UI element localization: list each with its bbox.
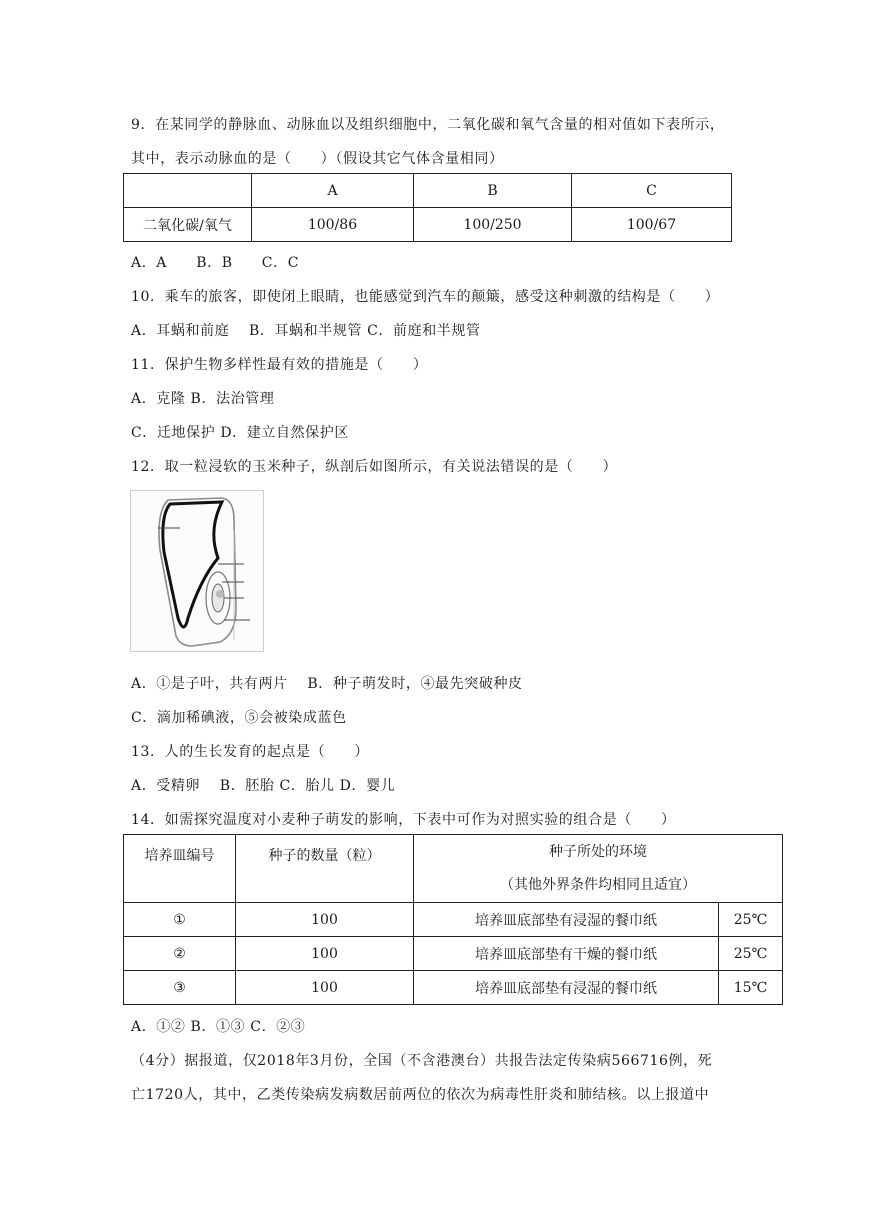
corn-seed-illustration [130,490,264,652]
q9-stem-line1: 9．在某同学的静脉血、动脉血以及组织细胞中，二氧化碳和氧气含量的相对值如下表所示， [131,117,725,133]
q12-stem: 12．取一粒浸软的玉米种子，纵剖后如图所示，有关说法错误的是（ ） [131,459,618,475]
q10-options: A．耳蜗和前庭 B．耳蜗和半规管 C．前庭和半规管 [131,323,481,339]
q14-options: A．①② B．①③ C．②③ [131,1019,306,1035]
q9-table [123,173,732,242]
table-cell: 100 [236,971,414,1005]
table-cell: 100/86 [252,208,414,242]
env-header-note: （其他外界条件均相同且适宜） [500,876,696,893]
table-row [124,937,783,971]
table-cell: 100/250 [414,208,572,242]
table-header-cell [414,835,783,903]
table-cell: 培养皿底部垫有干燥的餐巾纸 [414,937,719,971]
table-header-cell: B [414,174,572,208]
passage-line1: （4分）据报道，仅2018年3月份，全国（不含港澳台）共报告法定传染病566716例，死 [131,1053,713,1069]
table-cell: 培养皿底部垫有浸湿的餐巾纸 [414,903,719,937]
q14-table [123,834,783,1005]
q12-options-line1: A．①是子叶，共有两片 B．种子萌发时，④最先突破种皮 [131,676,523,692]
q9-stem-line2: 其中，表示动脉血的是（ ）（假设其它气体含量相同） [131,151,504,167]
table-header-cell: C [572,174,732,208]
table-cell: 100/67 [572,208,732,242]
table-cell: ① [124,903,236,937]
q12-options-line2: C．滴加稀碘液，⑤会被染成蓝色 [131,710,347,726]
table-cell: 100 [236,903,414,937]
table-row [124,903,783,937]
q14-stem: 14．如需探究温度对小麦种子萌发的影响，下表中可作为对照实验的组合是（ ） [131,812,676,828]
q11-stem: 11．保护生物多样性最有效的措施是（ ） [131,357,428,373]
table-row [124,835,783,903]
q10-stem: 10．乘车的旅客，即使闭上眼睛，也能感觉到汽车的颠簸，感受这种刺激的结构是（ ） [131,289,720,305]
table-row [124,174,732,208]
table-cell: 25℃ [719,903,783,937]
table-cell: 15℃ [719,971,783,1005]
table-row [124,208,732,242]
table-header-cell: 培养皿编号 [124,835,236,903]
q13-stem: 13．人的生长发育的起点是（ ） [131,744,370,760]
q9-options: A．A B．B C．C [131,255,300,271]
table-header-cell: A [252,174,414,208]
table-cell: 培养皿底部垫有浸湿的餐巾纸 [414,971,719,1005]
table-row [124,971,783,1005]
env-header-title: 种子所处的环境 [549,843,647,860]
table-cell: ② [124,937,236,971]
table-header-cell [124,174,252,208]
q11-options-line1: A．克隆 B．法治管理 [131,391,275,407]
table-cell: 100 [236,937,414,971]
passage-line2: 亡1720人，其中，乙类传染病发病数居前两位的依次为病毒性肝炎和肺结核。以上报道中 [131,1087,710,1103]
q13-options: A．受精卵 B．胚胎 C．胎儿 D．婴儿 [131,778,396,794]
table-row-label: 二氧化碳/氧气 [124,208,252,242]
corn-seed-figure [130,490,264,652]
table-cell: 25℃ [719,937,783,971]
table-cell: ③ [124,971,236,1005]
q11-options-line2: C．迁地保护 D．建立自然保护区 [131,425,349,441]
table-header-cell: 种子的数量（粒） [236,835,414,903]
